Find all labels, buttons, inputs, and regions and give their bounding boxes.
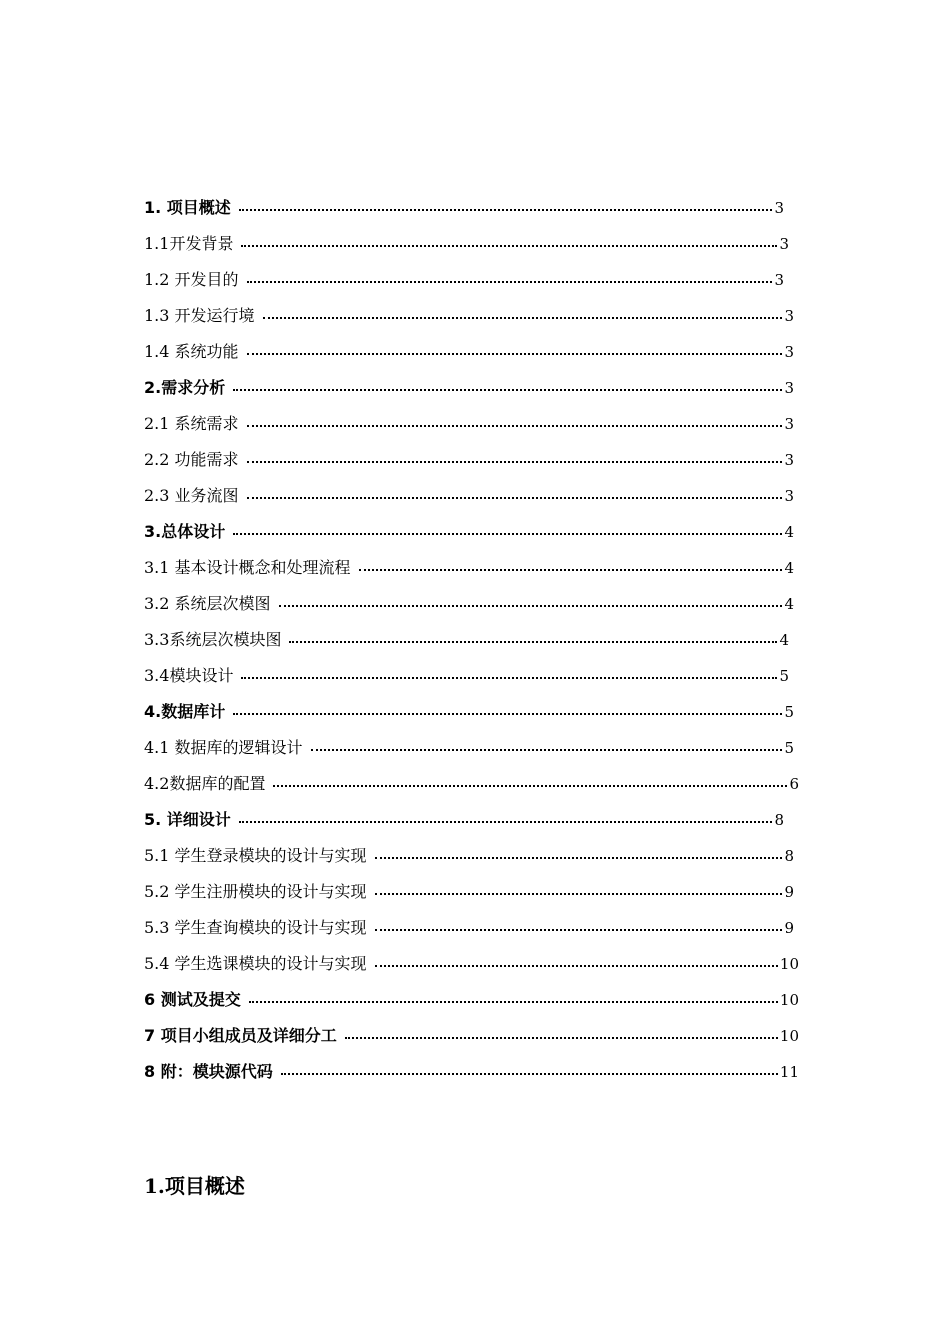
toc-entry-page: 3 bbox=[784, 343, 794, 361]
toc-entry-label: 2.1 系统需求 bbox=[144, 406, 245, 442]
toc-entry-label: 2.2 功能需求 bbox=[144, 442, 245, 478]
toc-entry-label: 5.4 学生选课模块的设计与实现 bbox=[144, 946, 373, 982]
toc-leader-dots bbox=[241, 245, 777, 247]
toc-leader-dots bbox=[311, 749, 783, 751]
toc-leader-dots bbox=[241, 677, 777, 679]
toc-leader-dots bbox=[345, 1037, 778, 1039]
toc-entry[interactable] bbox=[144, 1018, 804, 1054]
toc-entry-page: 8 bbox=[784, 847, 794, 865]
toc-entry[interactable] bbox=[144, 514, 804, 550]
toc-leader-dots bbox=[281, 1073, 778, 1075]
toc-leader-dots bbox=[375, 857, 783, 859]
toc-entry[interactable] bbox=[144, 694, 804, 730]
toc-entry-page: 3 bbox=[784, 451, 794, 469]
toc-entry[interactable] bbox=[144, 910, 804, 946]
toc-leader-dots bbox=[233, 389, 782, 391]
toc-leader-dots bbox=[239, 821, 773, 823]
toc-entry[interactable] bbox=[144, 622, 804, 658]
toc-entry[interactable] bbox=[144, 658, 804, 694]
toc-leader-dots bbox=[233, 533, 782, 535]
toc-entry[interactable] bbox=[144, 802, 804, 838]
toc-entry-label: 4.1 数据库的逻辑设计 bbox=[144, 730, 309, 766]
section-heading: 1.项目概述 bbox=[144, 1174, 245, 1198]
toc-entry[interactable] bbox=[144, 946, 804, 982]
toc-entry-page: 3 bbox=[784, 415, 794, 433]
toc-entry-label: 4.数据库计 bbox=[144, 694, 231, 730]
toc-leader-dots bbox=[249, 1001, 778, 1003]
toc-entry-label: 4.2数据库的配置 bbox=[144, 766, 271, 802]
toc-entry-page: 9 bbox=[784, 883, 794, 901]
toc-entry[interactable] bbox=[144, 874, 804, 910]
toc-entry-page: 4 bbox=[784, 595, 794, 613]
toc-entry-page: 3 bbox=[774, 271, 784, 289]
toc-entry-label: 7 项目小组成员及详细分工 bbox=[144, 1018, 343, 1054]
toc-entry[interactable] bbox=[144, 298, 804, 334]
toc-entry-page: 3 bbox=[784, 379, 794, 397]
toc-entry[interactable] bbox=[144, 226, 804, 262]
toc-entry[interactable] bbox=[144, 550, 804, 586]
toc-leader-dots bbox=[233, 713, 782, 715]
toc-entry[interactable] bbox=[144, 262, 804, 298]
toc-leader-dots bbox=[247, 281, 773, 283]
toc-entry[interactable] bbox=[144, 982, 804, 1018]
toc-entry[interactable] bbox=[144, 334, 804, 370]
toc-entry-label: 8 附：模块源代码 bbox=[144, 1054, 279, 1090]
toc-entry-page: 5 bbox=[784, 703, 794, 721]
toc-entry-label: 3.3系统层次模块图 bbox=[144, 622, 287, 658]
toc-entry-page: 10 bbox=[779, 1027, 799, 1045]
toc-entry[interactable] bbox=[144, 478, 804, 514]
toc-entry-page: 3 bbox=[779, 235, 789, 253]
toc-leader-dots bbox=[375, 965, 778, 967]
toc-leader-dots bbox=[263, 317, 783, 319]
toc-entry[interactable] bbox=[144, 370, 804, 406]
toc-entry-page: 8 bbox=[774, 811, 784, 829]
toc-entry-label: 5.2 学生注册模块的设计与实现 bbox=[144, 874, 373, 910]
toc-entry[interactable] bbox=[144, 442, 804, 478]
toc-leader-dots bbox=[247, 353, 783, 355]
toc-entry-label: 1.3 开发运行境 bbox=[144, 298, 261, 334]
toc-leader-dots bbox=[375, 893, 783, 895]
toc-entry-page: 5 bbox=[779, 667, 789, 685]
toc-entry-page: 3 bbox=[774, 199, 784, 217]
toc-leader-dots bbox=[279, 605, 783, 607]
toc-entry-label: 2.需求分析 bbox=[144, 370, 231, 406]
toc-leader-dots bbox=[247, 461, 783, 463]
toc-leader-dots bbox=[289, 641, 777, 643]
toc-entry-page: 10 bbox=[779, 991, 799, 1009]
toc-entry-page: 4 bbox=[784, 523, 794, 541]
toc-entry-page: 11 bbox=[779, 1063, 799, 1081]
toc-entry-page: 4 bbox=[779, 631, 789, 649]
toc-entry-label: 3.总体设计 bbox=[144, 514, 231, 550]
toc-entry-label: 1.4 系统功能 bbox=[144, 334, 245, 370]
toc-leader-dots bbox=[239, 209, 773, 211]
toc-entry-label: 3.2 系统层次模图 bbox=[144, 586, 277, 622]
toc-entry-page: 9 bbox=[784, 919, 794, 937]
toc-entry[interactable] bbox=[144, 1054, 804, 1090]
toc-entry-label: 5. 详细设计 bbox=[144, 802, 237, 838]
toc-entry-label: 1.2 开发目的 bbox=[144, 262, 245, 298]
toc-entry-page: 6 bbox=[789, 775, 799, 793]
toc-leader-dots bbox=[375, 929, 783, 931]
toc-entry[interactable] bbox=[144, 586, 804, 622]
toc-entry-page: 3 bbox=[784, 487, 794, 505]
toc-entry-label: 6 测试及提交 bbox=[144, 982, 247, 1018]
toc-entry-page: 3 bbox=[784, 307, 794, 325]
toc-entry-label: 1. 项目概述 bbox=[144, 190, 237, 226]
toc-entry-label: 2.3 业务流图 bbox=[144, 478, 245, 514]
toc-entry-label: 5.3 学生查询模块的设计与实现 bbox=[144, 910, 373, 946]
toc-entry[interactable] bbox=[144, 190, 804, 226]
toc-leader-dots bbox=[247, 497, 783, 499]
toc-entry-page: 10 bbox=[779, 955, 799, 973]
toc-entry-label: 3.4模块设计 bbox=[144, 658, 239, 694]
table-of-contents bbox=[144, 190, 804, 1090]
toc-entry-page: 5 bbox=[784, 739, 794, 757]
toc-entry[interactable] bbox=[144, 406, 804, 442]
toc-entry[interactable] bbox=[144, 838, 804, 874]
toc-leader-dots bbox=[273, 785, 787, 787]
toc-leader-dots bbox=[359, 569, 783, 571]
toc-entry-page: 4 bbox=[784, 559, 794, 577]
toc-entry-label: 3.1 基本设计概念和处理流程 bbox=[144, 550, 357, 586]
toc-entry-label: 1.1开发背景 bbox=[144, 226, 239, 262]
toc-entry-label: 5.1 学生登录模块的设计与实现 bbox=[144, 838, 373, 874]
toc-entry[interactable] bbox=[144, 730, 804, 766]
toc-leader-dots bbox=[247, 425, 783, 427]
toc-entry[interactable] bbox=[144, 766, 804, 802]
